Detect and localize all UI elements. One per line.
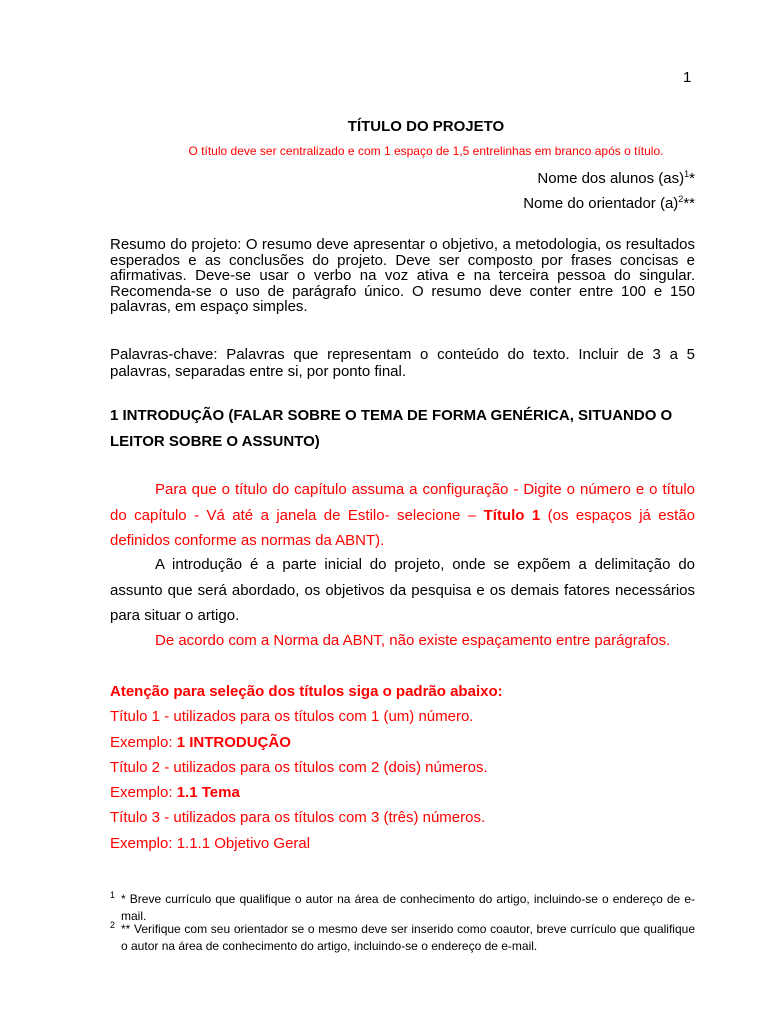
style-example-1-value: 1 INTRODUÇÃO <box>176 733 291 751</box>
paragraph1-bold: Título 1 <box>483 506 541 524</box>
style-line-2: Título 2 - utilizados para os títulos com 2 (dois) números. <box>110 758 488 776</box>
footnote-1-text: * Breve currículo que qualifique o autor na área de conhecimento do artigo, incluindo-se o endereço de e-mail. <box>121 892 695 923</box>
styles-list <box>110 679 503 856</box>
style-example-2-value: 1.1 Tema <box>176 784 240 802</box>
paragraph1-before: Para que o título do capítulo assuma a configuração - Digite o número e o título do capítulo - Vá até a janela de Estilo- selecione – <box>110 481 695 524</box>
advisor-mark: ** <box>683 195 695 212</box>
footnote-2-text: ** Verifique com seu orientador se o mesmo deve ser inserido como coautor, breve currículo que qualifique o autor na área de conhecimento do artigo, incluindo-se o endereço de e-mail. <box>121 922 695 953</box>
footnote-1 <box>110 891 695 924</box>
style-example-3-value: 1.1.1 Objetivo Geral <box>176 834 311 852</box>
style-example-1: Exemplo: 1 INTRODUÇÃO <box>110 733 291 751</box>
project-title: TÍTULO DO PROJETO <box>347 118 505 135</box>
style-example-2: Exemplo: 1.1 Tema <box>110 784 240 802</box>
footnote-2-mark: 2 <box>110 920 116 930</box>
abstract-paragraph: Resumo do projeto: O resumo deve apresentar o objetivo, a metodologia, os resultados esperados e as conclusões do projeto. Deve ser composto por frases concisas e afirmativas. Deve-se usar o verbo na voz ativa e na terceira pessoa do singular. Recomenda-se o uso de parágrafo único. O resumo deve conter entre 100 e 150 palavras, em espaço simples. <box>110 236 695 315</box>
style-example-3: Exemplo: 1.1.1 Objetivo Geral <box>110 834 311 852</box>
authors-footnote-ref: 1 <box>684 169 690 179</box>
paragraph-style-instruction <box>110 477 695 554</box>
attention-heading: Atenção para seleção dos títulos siga o padrão abaixo: <box>110 683 503 700</box>
title-instruction: O título deve ser centralizado e com 1 espaço de 1,5 entrelinhas em branco após o título. <box>188 144 664 158</box>
section-heading: 1 INTRODUÇÃO (FALAR SOBRE O TEMA DE FORMA GENÉRICA, SITUANDO O LEITOR SOBRE O ASSUNTO) <box>110 407 673 450</box>
keywords-paragraph: Palavras-chave: Palavras que representam o conteúdo do texto. Incluir de 3 a 5 palavras, separadas entre si, por ponto final. <box>110 346 695 380</box>
paragraph-introduction: A introdução é a parte inicial do projeto, onde se expõem a delimitação do assunto que será abordado, os objetivos da pesquisa e os demais fatores necessários para situar o artigo. <box>110 556 695 624</box>
advisor-text: Nome do orientador (a) <box>523 195 679 212</box>
authors-text: Nome dos alunos (as) <box>537 170 685 187</box>
authors-mark: * <box>689 170 695 187</box>
style-line-3: Título 3 - utilizados para os títulos com 3 (três) números. <box>110 809 486 827</box>
page-number: 1 <box>683 69 692 86</box>
style-line-1: Título 1 - utilizados para os títulos com 1 (um) número. <box>110 708 474 726</box>
footnote-1-mark: 1 <box>110 890 116 900</box>
advisor-line <box>523 195 695 212</box>
authors-line <box>537 170 695 187</box>
advisor-footnote-ref: 2 <box>678 194 684 204</box>
footnote-2 <box>110 921 695 954</box>
paragraph-abnt-note: De acordo com a Norma da ABNT, não existe espaçamento entre parágrafos. <box>155 632 671 649</box>
paragraph1-after: (os espaços já estão definidos conforme as normas da ABNT). <box>110 506 695 549</box>
